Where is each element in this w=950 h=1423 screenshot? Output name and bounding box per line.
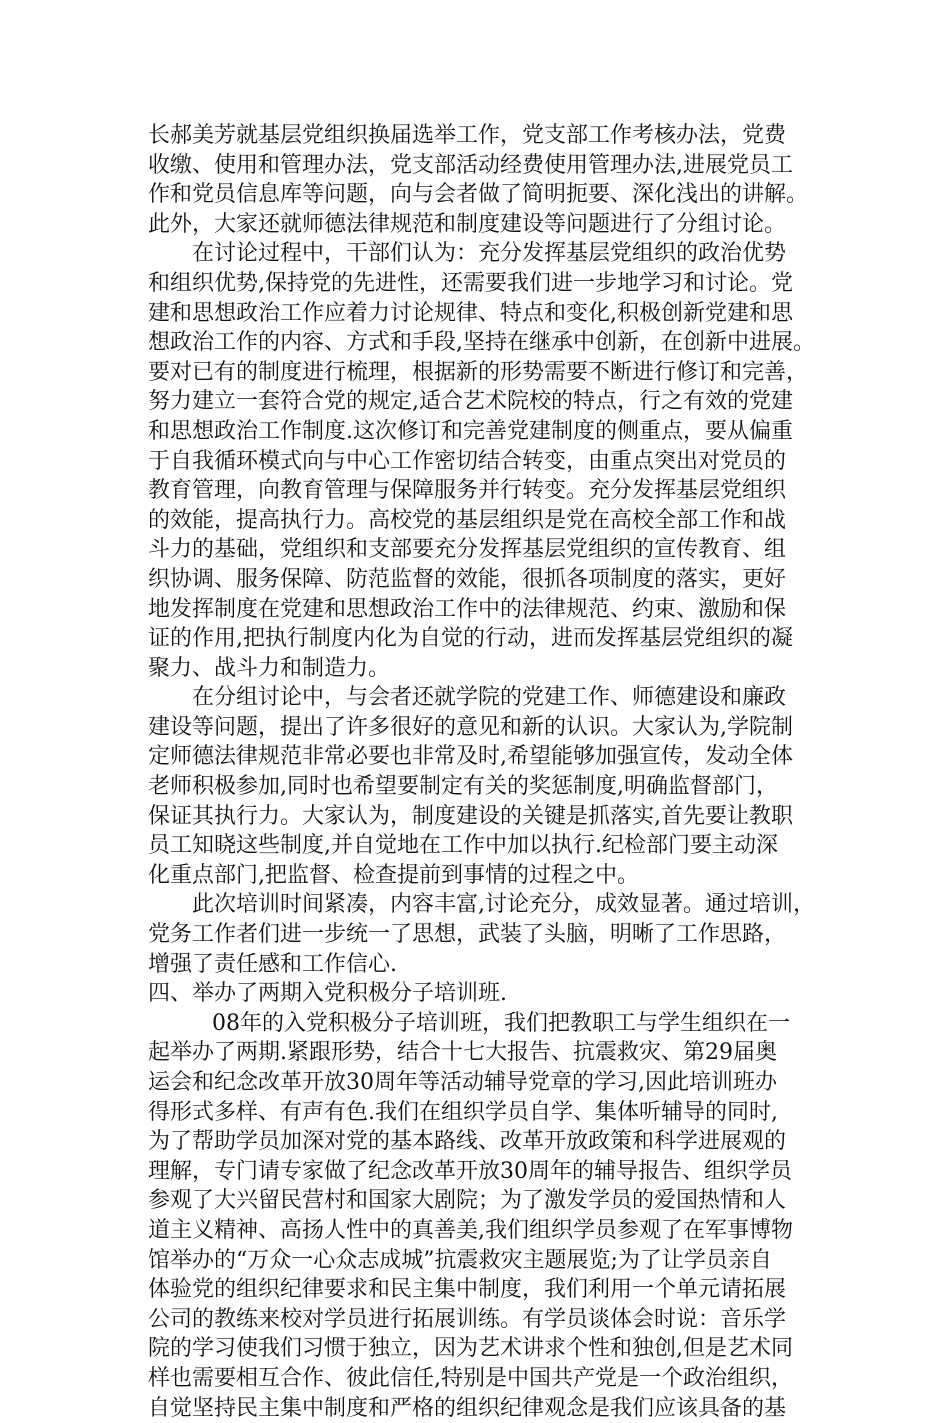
text-line: 斗力的基础，党组织和支部要充分发挥基层党组织的宣传教育、组 [148,537,787,563]
text-line: 院的学习使我们习惯于独立，因为艺术讲求个性和独创,但是艺术同 [148,1336,793,1362]
text-line: 教育管理，向教育管理与保障服务并行转变。充分发挥基层党组织 [148,478,787,504]
text-line: 运会和纪念改革开放30周年等活动辅导党章的学习,因此培训班办 [148,1070,777,1095]
text-line: 于自我循环模式向与中心工作密切结合转变，由重点突出对党员的 [148,448,787,474]
text-line: 地发挥制度在党建和思想政治工作中的法律规范、约束、激励和保 [148,596,787,622]
text-line: 证的作用,把执行制度内化为自觉的行动，进而发挥基层党组织的凝 [148,626,793,652]
text-line: 的效能，提高执行力。高校党的基层组织是党在高校全部工作和战 [148,507,787,533]
text-line: 作和党员信息库等问题，向与会者做了简明扼要、深化浅出的讲解。 [148,182,809,208]
text-line: 建和思想政治工作应着力讨论规律、特点和变化,积极创新党建和思 [148,300,793,326]
document-body [148,121,828,1423]
text-line: 在讨论过程中，干部们认为：充分发挥基层党组织的政治优势 [192,241,787,267]
text-line: 此次培训时间紧凑，内容丰富,讨论充分，成效显著。通过培训， [192,892,815,918]
text-line: 织协调、服务保障、防范监督的效能，很抓各项制度的落实，更好 [148,566,787,592]
text-line: 保证其执行力。大家认为，制度建设的关键是抓落实,首先要让教职 [148,803,793,829]
text-line: 想政治工作的内容、方式和手段,坚持在继承中创新，在创新中进展。 [148,330,815,356]
text-line: 为了帮助学员加深对党的基本路线、改革开放政策和科学进展观的 [148,1129,787,1155]
text-line: 老师积极参加,同时也希望要制定有关的奖惩制度,明确监督部门， [148,774,778,800]
text-line: 样也需要相互合作、彼此信任,特别是中国共产党是一个政治组织， [148,1365,793,1391]
text-line: 和思想政治工作制度.这次修订和完善党建制度的侧重点，要从偏重 [148,418,793,444]
text-line: 和组织优势,保持党的先进性，还需要我们进一步地学习和讨论。党 [148,270,793,296]
text-line: 得形式多样、有声有色.我们在组织学员自学、集体听辅导的同时, [148,1099,778,1125]
text-line: 收缴、使用和管理办法，党支部活动经费使用管理办法,进展党员工 [148,152,793,178]
text-line: 增强了责任感和工作信心. [148,951,397,977]
text-line: 此外，大家还就师德法律规范和制度建设等问题进行了分组讨论。 [148,211,787,237]
text-line: 在分组讨论中，与会者还就学院的党建工作、师德建设和廉政 [192,685,787,711]
text-line: 建设等问题，提出了许多很好的意见和新的认识。大家认为,学院制 [148,714,793,740]
text-line: 定师德法律规范非常必要也非常及时,希望能够加强宣传，发动全体 [148,744,793,770]
text-line: 参观了大兴留民营村和国家大剧院；为了激发学员的爱国热情和人 [148,1188,787,1214]
text-line: 体验党的组织纪律要求和民主集中制度，我们利用一个单元请拓展 [148,1277,787,1303]
text-line: 化重点部门,把监督、检查提前到事情的过程之中。 [148,862,639,888]
text-line: 四、举办了两期入党积极分子培训班. [148,981,507,1007]
text-line: 努力建立一套符合党的规定,适合艺术院校的特点，行之有效的党建 [148,389,793,415]
text-line: 公司的教练来校对学员进行拓展训练。有学员谈体会时说：音乐学 [148,1306,787,1332]
text-line: 员工知晓这些制度,并自觉地在工作中加以执行.纪检部门要主动深 [148,833,778,859]
text-line: 道主义精神、高扬人性中的真善美,我们组织学员参观了在军事博物 [148,1217,793,1243]
text-line: 党务工作者们进一步统一了思想，武装了头脑，明晰了工作思路， [148,922,787,948]
text-line: 馆举办的“万众一心众志成城”抗震救灾主题展览;为了让学员亲自 [148,1247,772,1273]
text-line: 聚力、战斗力和制造力。 [148,655,391,681]
text-line: 自觉坚持民主集中制度和严格的组织纪律观念是我们应该具备的基 [148,1395,787,1421]
text-line: 长郝美芳就基层党组织换届选举工作，党支部工作考核办法，党费 [148,123,787,148]
text-line: 要对已有的制度进行梳理，根据新的形势需要不断进行修订和完善， [148,359,809,385]
text-line: 理解，专门请专家做了纪念改革开放30周年的辅导报告、组织学员 [148,1158,792,1184]
text-line: 起举办了两期.紧跟形势，结合十七大报告、抗震救灾、第29届奥 [148,1040,777,1066]
text-line: 08年的入党积极分子培训班，我们把教职工与学生组织在一 [212,1010,790,1036]
